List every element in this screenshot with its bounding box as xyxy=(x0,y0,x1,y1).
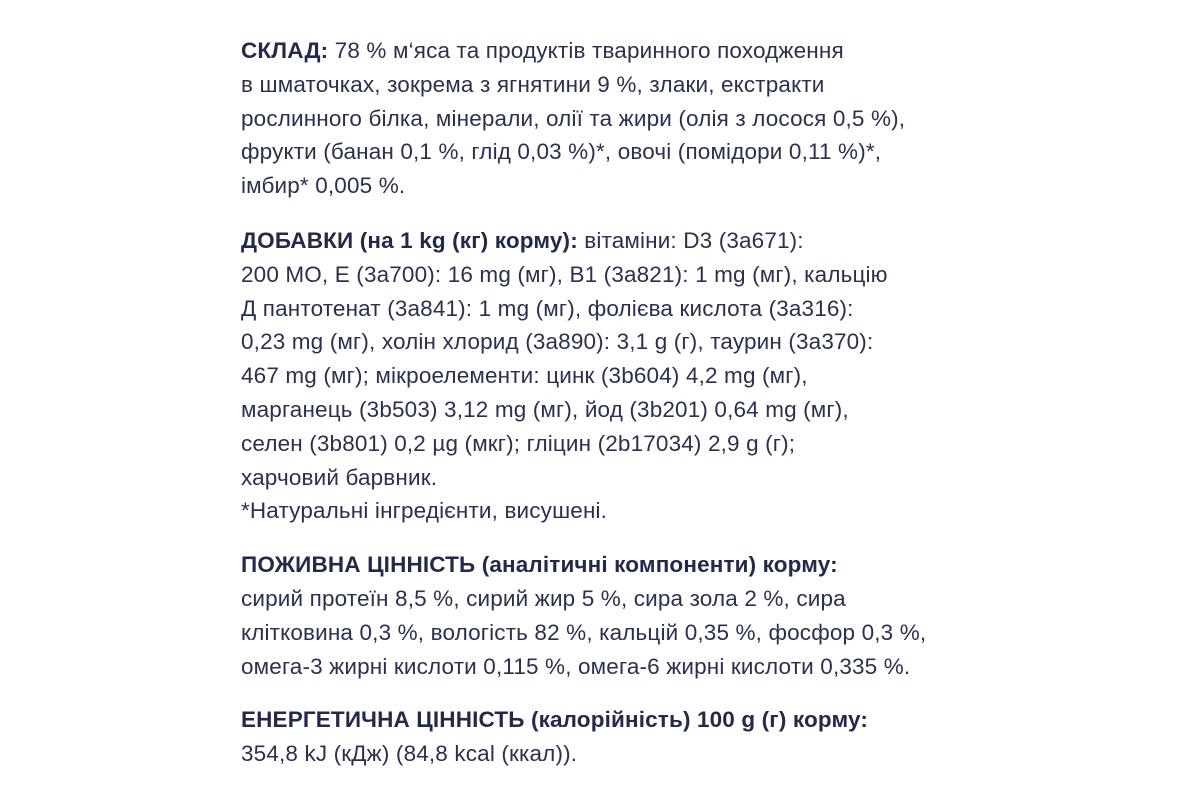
nutrition-section xyxy=(241,548,1001,683)
composition-line-4: фрукти (банан 0,1 %, глід 0,03 %)*, овочі (помідори 0,11 %)*, xyxy=(241,139,882,165)
additives-heading: ДОБАВКИ (на 1 kg (кг) корму): xyxy=(241,227,578,253)
additives-line-6: марганець (3b503) 3,12 mg (мг), йод (3b201) 0,64 mg (мг), xyxy=(241,396,849,422)
additives-line-3: Д пантотенат (3a841): 1 mg (мг), фолієва кислота (3a316): xyxy=(241,295,854,321)
composition-line-5: імбир* 0,005 %. xyxy=(241,173,406,199)
additives-line-2: 200 МО, E (3a700): 16 mg (мг), B1 (3a821): 1 mg (мг), кальцію xyxy=(241,261,888,287)
additives-line-4: 0,23 mg (мг), холін хлорид (3a890): 3,1 g (г), таурин (3a370): xyxy=(241,329,874,355)
nutrition-line-2: клітковина 0,3 %, вологість 82 %, кальцій 0,35 %, фосфор 0,3 %, xyxy=(241,619,927,645)
product-label-text xyxy=(241,34,1001,792)
energy-section xyxy=(241,703,1001,771)
nutrition-line-1: сирий протеїн 8,5 %, сирий жир 5 %, сира зола 2 %, сира xyxy=(241,585,846,611)
composition-section xyxy=(241,34,1001,203)
additives-text: вітаміни: D3 (3a671): xyxy=(577,227,804,253)
composition-heading: СКЛАД: xyxy=(241,38,329,63)
additives-section xyxy=(241,224,1001,528)
composition-line-3: рослинного білка, мінерали, олії та жири (олія з лосося 0,5 %), xyxy=(241,105,906,131)
energy-line-1: 354,8 kJ (кДж) (84,8 kcal (ккал)). xyxy=(241,741,578,767)
additives-line-8: харчовий барвник. xyxy=(241,464,438,490)
additives-line-1 xyxy=(241,224,1001,258)
energy-heading: ЕНЕРГЕТИЧНА ЦІННІСТЬ (калорійність) 100 g (г) корму: xyxy=(241,707,868,733)
nutrition-line-3: омега-3 жирні кислоти 0,115 %, омега-6 жирні кислоти 0,335 %. xyxy=(241,653,911,679)
composition-line-2: в шматочках, зокрема з ягнятини 9 %, злаки, екстракти xyxy=(241,71,825,97)
additives-line-5: 467 mg (мг); мікроелементи: цинк (3b604) 4,2 mg (мг), xyxy=(241,363,808,389)
nutrition-heading: ПОЖИВНА ЦІННІСТЬ (аналітичні компоненти) корму: xyxy=(241,552,838,578)
additives-line-7: селен (3b801) 0,2 µg (мкг); гліцин (2b17034) 2,9 g (г); xyxy=(241,430,796,456)
natural-ingredients-note: *Натуральні інгредієнти, висушені. xyxy=(241,498,608,524)
composition-text: 78 % м‘яса та продуктів тваринного походження xyxy=(328,38,844,63)
composition-line-1 xyxy=(241,34,1001,68)
